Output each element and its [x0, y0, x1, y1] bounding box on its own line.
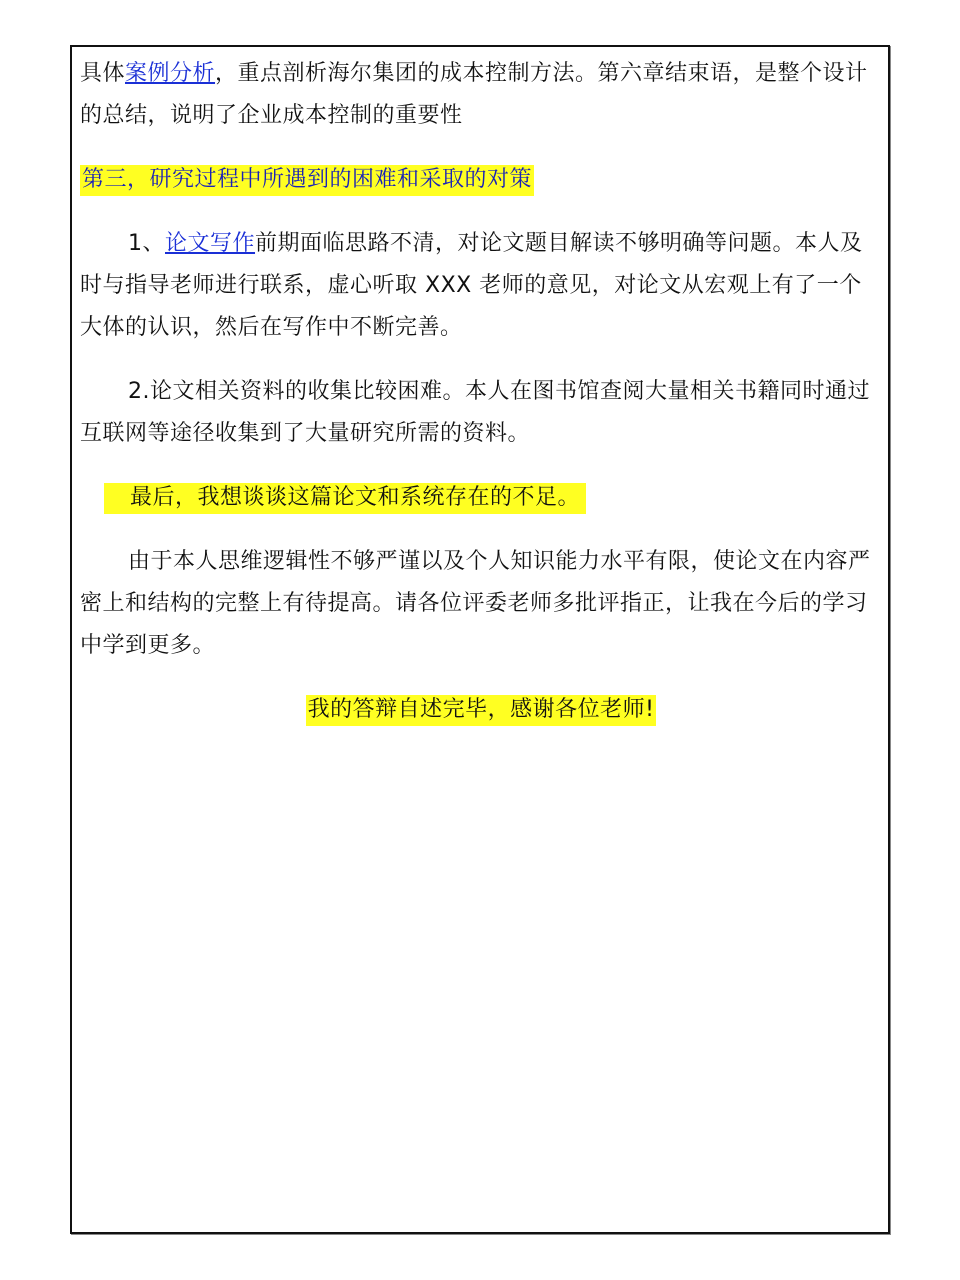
- document-content: [80, 53, 882, 731]
- document-frame: [70, 45, 890, 1234]
- list-item-1: [80, 223, 882, 349]
- text: 具体: [80, 61, 126, 86]
- text: 前期面临思路不清，对论文题目解读不够明确等问题。本人及时与指导老师进行联系，虚心听取 XXX 老师的意见，对论文从宏观上有了一个大体的认识，然后在写作中不断完善。: [80, 231, 863, 340]
- paragraph-summary: [80, 53, 882, 137]
- link-thesis-writing[interactable]: 论文写作: [165, 231, 256, 256]
- item-number: 1、: [128, 231, 165, 256]
- text: ，重点剖析海尔集团的成本控制方法。第六章结束语，是整个设计的总结，说明了企业成本控制的重要性: [80, 61, 868, 128]
- highlighted-closing: 我的答辩自述完毕，感谢各位老师!: [306, 695, 657, 726]
- link-case-analysis[interactable]: 案例分析: [125, 61, 216, 86]
- section-heading-difficulties: [80, 159, 882, 201]
- list-item-2: 2.论文相关资料的收集比较困难。本人在图书馆查阅大量相关书籍同时通过互联网等途径收集到了大量研究所需的资料。: [80, 379, 870, 446]
- highlighted-heading: 第三，研究过程中所遇到的困难和采取的对策: [80, 165, 534, 196]
- highlighted-heading: 最后，我想谈谈这篇论文和系统存在的不足。: [104, 483, 586, 514]
- paragraph-shortcomings: 由于本人思维逻辑性不够严谨以及个人知识能力水平有限，使论文在内容严密上和结构的完整上有待提高。请各位评委老师多批评指正，让我在今后的学习中学到更多。: [80, 549, 871, 658]
- section-heading-shortcomings: [80, 477, 882, 519]
- closing-line: [80, 689, 882, 731]
